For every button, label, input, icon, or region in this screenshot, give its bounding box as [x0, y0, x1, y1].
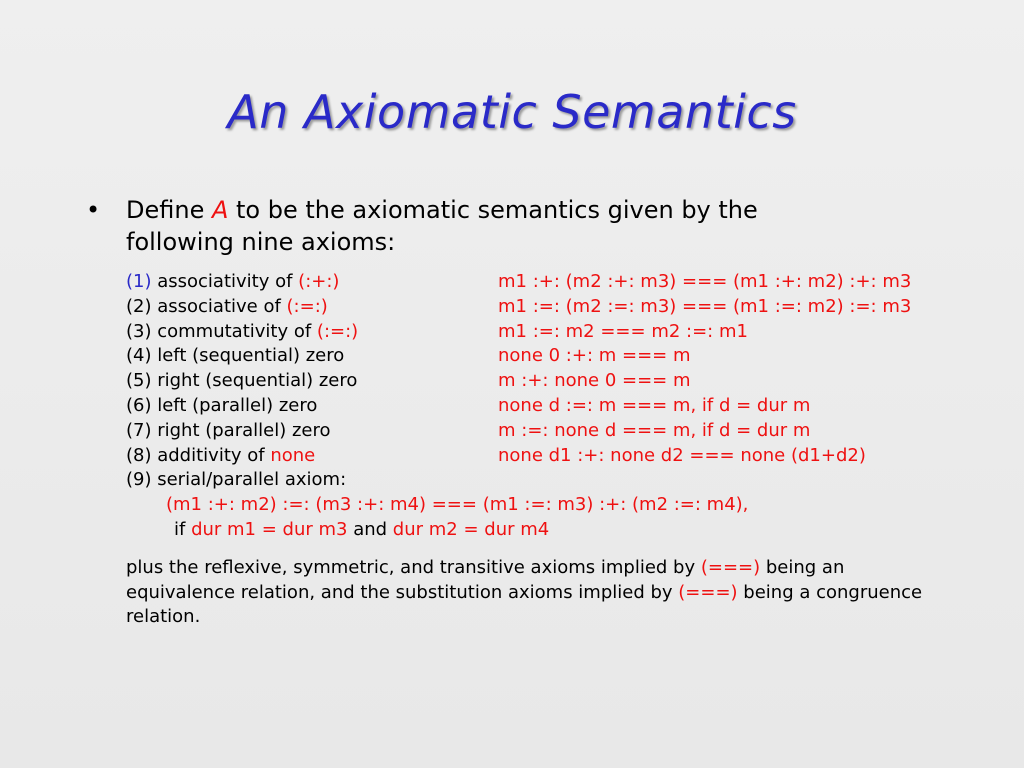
axiom-equation: none d1 :+: none d2 === none (d1+d2)	[498, 444, 866, 466]
axiom-label: left (sequential) zero	[151, 345, 345, 367]
axiom-number: (2)	[126, 295, 152, 317]
axiom9-and: and	[347, 518, 393, 540]
axiom-equation: m :=: none d === m, if d = dur m	[498, 419, 811, 441]
axiom9-if: if	[174, 518, 192, 540]
axiom-number: (7)	[126, 419, 152, 441]
axiom-row	[126, 468, 986, 493]
axiom-label: associative of	[151, 295, 287, 317]
axiom9-condition-2: dur m2 = dur m4	[392, 518, 550, 540]
axiom-operator: none	[270, 444, 316, 466]
axiom-label: serial/parallel axiom:	[151, 469, 347, 491]
intro-text-line2: following nine axioms:	[126, 228, 396, 256]
axiom-row	[126, 369, 986, 394]
axiom-number: (5)	[126, 370, 152, 392]
axiom-number: (3)	[126, 320, 152, 342]
axiom-row	[126, 270, 986, 295]
intro-text-pre: Define	[126, 196, 212, 224]
intro-text-post: to be the axiomatic semantics given by the	[228, 196, 758, 224]
closing-text-3: being a congruence relation.	[126, 581, 923, 628]
axiom-row	[126, 419, 986, 444]
axiom-label: additivity of	[151, 444, 271, 466]
axiom-label: associativity of	[151, 271, 299, 292]
axiom-number: (1)	[126, 271, 152, 292]
closing-text-1: plus the reflexive, symmetric, and transitive axioms implied by	[126, 557, 701, 578]
axiom-equation: none d :=: m === m, if d = dur m	[498, 394, 811, 416]
axiom-row	[126, 344, 986, 369]
axiom-label: left (parallel) zero	[151, 394, 318, 416]
axiom-list	[126, 270, 986, 543]
axiom-row	[126, 444, 986, 469]
closing-text-2: being an equivalence relation, and the substitution axioms implied by	[126, 557, 845, 603]
axiom-number: (8)	[126, 444, 152, 466]
closing-operator-1: (===)	[700, 557, 761, 578]
axiom-equation: m1 :=: (m2 :=: m3) === (m1 :=: m2) :=: m3	[498, 295, 912, 317]
axiom-row	[126, 394, 986, 419]
axiom-label: right (parallel) zero	[151, 419, 331, 441]
axiom-equation: none 0 :+: m === m	[498, 345, 691, 367]
bullet-marker: •	[86, 196, 101, 224]
axiom-number: (6)	[126, 394, 152, 416]
axiom-label: commutativity of	[151, 320, 317, 342]
closing-operator-2: (===)	[678, 581, 738, 603]
axiom9-equation-text: (m1 :+: m2) :=: (m3 :+: m4) === (m1 :=: m3) :+: (m2 :=: m4),	[166, 494, 749, 516]
closing-paragraph	[126, 556, 946, 630]
axiom-label: right (sequential) zero	[151, 370, 358, 392]
axiom-row	[126, 320, 986, 345]
axiom-operator: (:=:)	[286, 295, 328, 317]
axiom9-condition-1: dur m1 = dur m3	[191, 518, 348, 540]
bullet-intro	[126, 194, 866, 258]
axiom-equation: m :+: none 0 === m	[498, 370, 691, 392]
axiom-equation: m1 :=: m2 === m2 :=: m1	[498, 320, 748, 342]
axiom-row	[126, 295, 986, 320]
axiom-number: (9)	[126, 469, 152, 491]
axiom-operator: (:+:)	[298, 271, 340, 292]
slide-title: An Axiomatic Semantics	[227, 85, 797, 139]
axiom9-equation	[126, 493, 986, 518]
axiom9-condition	[126, 518, 986, 543]
axiom-number: (4)	[126, 345, 152, 367]
intro-variable: A	[211, 196, 229, 224]
axiom-equation: m1 :+: (m2 :+: m3) === (m1 :+: m2) :+: m3	[498, 271, 912, 292]
axiom-operator: (:=:)	[316, 320, 359, 342]
